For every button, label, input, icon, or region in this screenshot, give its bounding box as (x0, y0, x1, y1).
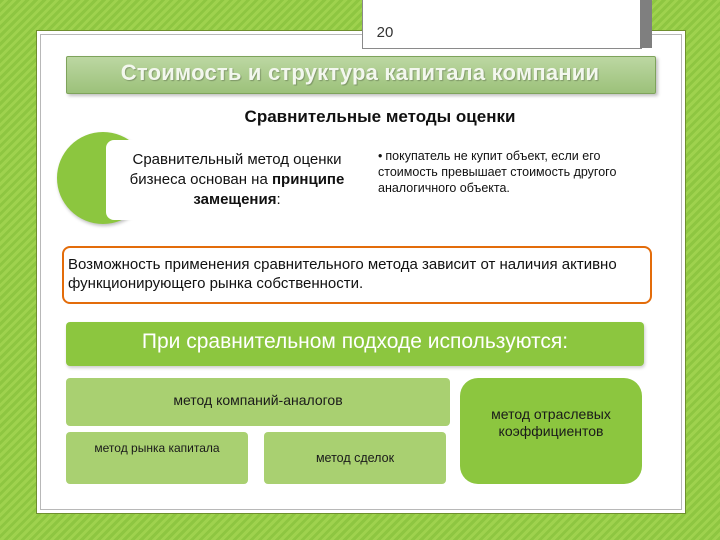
slide-title: Стоимость и структура капитала компании (120, 60, 600, 85)
method-capital-market-label: метод рынка капитала (94, 441, 220, 455)
buyer-rule-text: • покупатель не купит объект, если его стоимость превышает стоимость другого аналогичного объекта. (378, 149, 617, 195)
bullet-glyph: • (378, 149, 383, 163)
dependency-note-text: Возможность применения сравнительного метода зависит от наличия активно функционирующего рынка собственности. (68, 256, 617, 292)
slide-subtitle: Сравнительные методы оценки (244, 107, 516, 126)
method-capital-market-box (66, 432, 248, 484)
method-deals-label: метод сделок (315, 451, 395, 465)
page-number-accent (640, 0, 652, 48)
method-companies-label: метод компаний-аналогов (173, 392, 343, 408)
principle-text: Сравнительный метод оценки бизнеса основан на принципе замещения: (129, 151, 345, 208)
method-industry-label: метод отраслевых коэффициентов (491, 406, 611, 439)
page-number: 20 (376, 24, 394, 41)
methods-header-text: При сравнительном подходе используются: (141, 330, 569, 353)
principle-emphasis: принципе замещения (193, 171, 345, 208)
